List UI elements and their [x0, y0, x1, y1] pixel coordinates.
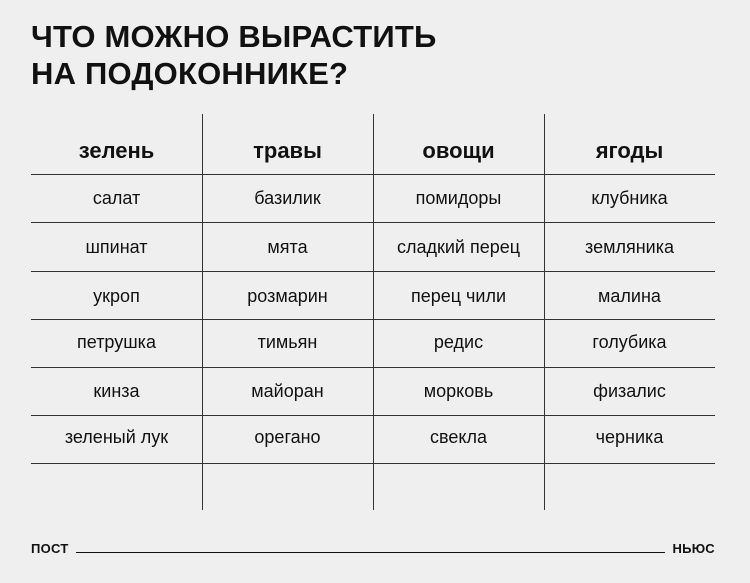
table-cell: орегано: [254, 427, 321, 447]
footer: [31, 541, 715, 561]
table-cell: черника: [595, 427, 664, 447]
row-divider: [31, 271, 715, 272]
table-cell: салат: [92, 188, 141, 208]
table-cell: майоран: [251, 381, 324, 401]
table-cell: малина: [598, 286, 661, 306]
title-line-2: НА ПОДОКОННИКЕ?: [31, 56, 349, 91]
table-cell: тимьян: [257, 332, 318, 352]
row-divider: [31, 463, 715, 464]
row-divider: [31, 319, 715, 320]
page-title: [31, 18, 436, 92]
row-divider: [31, 415, 715, 416]
column-header-herbs: травы: [253, 138, 322, 163]
plants-table: [31, 114, 715, 510]
row-divider: [31, 174, 715, 175]
row-divider: [31, 367, 715, 368]
table-cell: кинза: [93, 381, 140, 401]
column-header-vegetables: овощи: [422, 138, 495, 163]
table-cell: земляника: [585, 237, 674, 257]
table-cell: укроп: [93, 286, 140, 306]
footer-brand-left: ПОСТ: [31, 541, 69, 556]
table-cell: розмарин: [247, 286, 328, 306]
column-header-greens: зелень: [78, 138, 155, 163]
table-cell: голубика: [592, 332, 667, 352]
row-divider: [31, 222, 715, 223]
footer-brand-right: НЬЮС: [672, 541, 715, 556]
table-cell: базилик: [254, 188, 321, 208]
table-cell: петрушка: [77, 332, 156, 352]
table-cell: морковь: [423, 381, 494, 401]
table-cell: перец чили: [410, 286, 507, 306]
table-cell: шпинат: [85, 237, 148, 257]
table-cell: физалис: [593, 381, 666, 401]
footer-rule: [76, 552, 665, 553]
table-cell: зеленый лук: [64, 427, 169, 447]
title-line-1: ЧТО МОЖНО ВЫРАСТИТЬ: [31, 19, 437, 54]
table-cell: помидоры: [415, 188, 502, 208]
column-header-berries: ягоды: [595, 138, 664, 163]
table-cell: редис: [433, 332, 484, 352]
table-cell: сладкий перец: [396, 237, 521, 257]
table-cell: клубника: [591, 188, 668, 208]
table-cell: мята: [267, 237, 308, 257]
table-cell: свекла: [430, 427, 487, 447]
